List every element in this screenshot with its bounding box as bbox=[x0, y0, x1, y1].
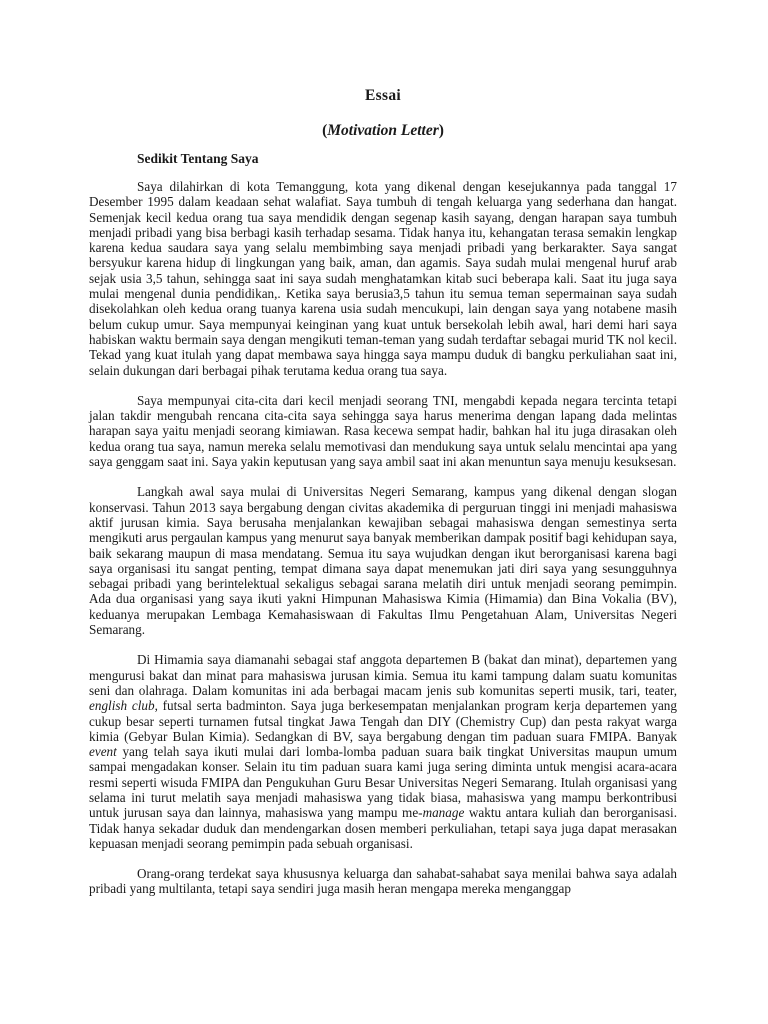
subtitle-italic: Motivation Letter bbox=[327, 122, 439, 139]
body-paragraph bbox=[89, 652, 677, 851]
body-paragraph bbox=[89, 393, 677, 469]
body-paragraph bbox=[89, 179, 677, 378]
italic-term: manage bbox=[422, 805, 465, 821]
subtitle-open-paren: ( bbox=[322, 122, 328, 139]
section-heading: Sedikit Tentang Saya bbox=[137, 151, 259, 166]
paragraph-text: waktu antara kuliah dan berorganisasi. Tidak hanya sekadar duduk dan mendengarkan dosen memberi perkuliahan, tetapi saya juga dapat merasakan kepuasan menjadi seorang pemimpin pada sebuah organisasi. bbox=[89, 805, 677, 851]
document-title: Essai bbox=[365, 87, 401, 104]
paragraph-text: Orang-orang terdekat saya khususnya keluarga dan sahabat-sahabat saya menilai bahwa saya adalah pribadi yang multilanta, tetapi saya sendiri juga masih heran mengapa mereka menganggap bbox=[89, 866, 677, 897]
paragraph-text: Langkah awal saya mulai di Universitas Negeri Semarang, kampus yang dikenal dengan slogan konservasi. Tahun 2013 saya bergabung dengan civitas akademika di perguruan tinggi ini menjadi mahasiswa aktif jurusan kimia. Saya berusaha menjalankan kewajiban sebagai mahasiswa dengan semestinya serta mengikuti arus pergaulan kampus yang menurut saya banyak memberikan dampak positif bagi kehidupan saya, baik sekarang maupun di masa mendatang. Semua itu saya wujudkan dengan ikut berorganisasi karena bagi saya organisasi itu sangat penting, tempat dimana saya dapat menemukan jati diri saya yang sesungguhnya sebagai pribadi yang berintelektual sekaligus sebagai sarana melatih diri untuk menjadi seorang pemimpin. Ada dua organisasi yang saya ikuti yakni Himpunan Mahasiswa Kimia (Himamia) dan Bina Vokalia (BV), keduanya merupakan Lembaga Kemahasiswaan di Fakultas Ilmu Pengetahuan Alam, Universitas Negeri Semarang. bbox=[89, 484, 677, 638]
subtitle-close-paren: ) bbox=[438, 122, 444, 139]
paragraph-text: , futsal serta badminton. Saya juga berkesempatan menjalankan program kerja departemen yang cukup besar seperti turnamen futsal tingkat Jawa Tengah dan DIY (Chemistry Cup) dan pesta rakyat warga kimia (Gebyar Bulan Kimia). Sedangkan di BV, saya bergabung dengan tim paduan suara FMIPA. Banyak bbox=[89, 698, 677, 744]
italic-term: english club bbox=[89, 698, 155, 714]
document-subtitle bbox=[89, 121, 677, 141]
paragraphs-container bbox=[89, 179, 677, 897]
document-body bbox=[89, 86, 677, 897]
body-paragraph bbox=[89, 866, 677, 897]
paragraph-text: Saya mempunyai cita-cita dari kecil menjadi seorang TNI, mengabdi kepada negara tercinta tetapi jalan takdir mengubah rencana cita-cita saya sehingga saya harus menerima dengan lapang dada melintas harapan saya yaitu menjadi seorang kimiawan. Rasa kecewa sempat hadir, bahkan hal itu juga dirasakan oleh kedua orang tua saya, namun mereka selalu memotivasi dan mendukung saya untuk selalu mencintai apa yang saya genggam saat ini. Saya yakin keputusan yang saya ambil saat ini akan menuntun saya menuju kesuksesan. bbox=[89, 392, 677, 470]
paragraph-text: yang telah saya ikuti mulai dari lomba-lomba paduan suara baik tingkat Universitas maupun umum sampai mengadakan konser. Selain itu tim paduan suara kami juga sering diminta untuk mengisi acara-acara resmi seperti wisuda FMIPA dan Pengukuhan Guru Besar Universitas Negeri Semarang. Itulah organisasi yang selama ini turut melatih saya menjadi mahasiswa yang tidak biasa, mahasiswa yang mampu berkontribusi untuk jurusan saya dan lainnya, mahasiswa yang mampu me- bbox=[89, 744, 677, 821]
paragraph-text: Saya dilahirkan di kota Temanggung, kota yang dikenal dengan kesejukannya pada tanggal 17 Desember 1995 dalam keadaan sehat walafiat. Saya tumbuh di tengah keluarga yang sederhana dan hangat. Semenjak kecil kedua orang tua saya mendidik dengan segenap kasih sayang, dengan harapan saya tumbuh menjadi pribadi yang bisa berbagi kasih terhadap sesama. Tidak hanya itu, kehangatan terasa semakin lengkap karena kedua saudara saya yang selalu membimbing saya menjadi pribadi yang berkarakter. Saya sangat bersyukur karena hidup di lingkungan yang baik, aman, dan agamis. Saya sudah mulai mengenal huruf arab sejak usia 3,5 tahun, sehingga saat ini saya sudah menghatamkan kitab suci beberapa kali. Saat itu juga saya mulai mengenal dunia pendidikan,. Ketika saya berusia3,5 tahun itu semua teman sepermainan saya sudah disekolahkan oleh kedua orang tuanya karena usia sudah mencukupi, lain dengan saya yang notabene masih belum cukup umur. Saya mempunyai keinginan yang kuat untuk bersekolah lebih awal, hari demi hari saya habiskan waktu bermain saya dengan mengikuti teman-teman yang sudah terdaftar sebagai murid TK nol kecil. Tekad yang kuat itulah yang dapat membawa saya hingga saya mampu duduk di bangku perkuliahan saat ini, selain dukungan dari berbagai pihak terutama kedua orang tua saya. bbox=[89, 179, 677, 378]
paragraph-text: Di Himamia saya diamanahi sebagai staf anggota departemen B (bakat dan minat), departemen yang mengurusi bakat dan minat para mahasiswa jurusan kimia. Semua itu kami tampung dalam suatu komunitas seni dan olahraga. Dalam komunitas ini ada berbagai macam jenis sub komunitas seperti musik, tari, teater, bbox=[89, 652, 677, 698]
body-paragraph bbox=[89, 484, 677, 637]
italic-term: event bbox=[89, 744, 117, 760]
